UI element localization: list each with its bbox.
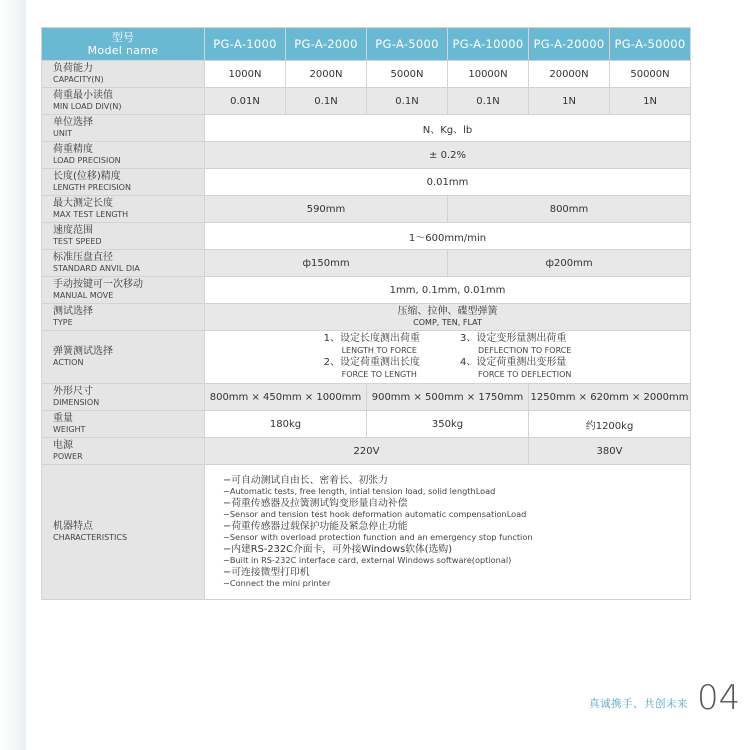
row-label	[42, 465, 205, 600]
row-dimension	[42, 384, 691, 411]
cell: 1250mm × 620mm × 2000mm	[529, 384, 691, 411]
row-capacity	[42, 61, 691, 88]
cell: 50000N	[610, 61, 691, 88]
label-en: LENGTH PRECISION	[53, 183, 131, 192]
feature-en: −Built in RS-232C interface card, external Windows software(optional)	[223, 555, 512, 565]
cell	[205, 465, 691, 600]
row-label	[42, 438, 205, 465]
model-name-header	[42, 28, 205, 61]
cell: 800mm × 450mm × 1000mm	[205, 384, 367, 411]
cell: ± 0.2%	[205, 142, 691, 169]
row-power	[42, 438, 691, 465]
action-col-right	[460, 333, 571, 381]
row-label	[42, 115, 205, 142]
action-item-en: FORCE TO DEFLECTION	[477, 370, 572, 379]
cell: 800mm	[448, 196, 691, 223]
cell: 20000N	[529, 61, 610, 88]
label-en: MAX TEST LENGTH	[53, 210, 129, 219]
model-header: PG-A-50000	[610, 28, 691, 61]
model-header: PG-A-10000	[448, 28, 529, 61]
cell: 590mm	[205, 196, 448, 223]
feature-en: −Automatic tests, free length, intial tension load, solid lengthLoad	[223, 486, 496, 496]
row-weight	[42, 411, 691, 438]
row-max-test-length	[42, 196, 691, 223]
header-label-cn: 型号	[111, 31, 135, 44]
cell: 1mm, 0.1mm, 0.01mm	[205, 277, 691, 304]
cell: 220V	[205, 438, 529, 465]
cell: 0.01mm	[205, 169, 691, 196]
cell	[205, 331, 691, 384]
label-en: POWER	[53, 452, 83, 461]
row-label	[42, 331, 205, 384]
page-side-gradient	[0, 0, 26, 750]
model-header: PG-A-20000	[529, 28, 610, 61]
label-en: DIMENSION	[53, 398, 100, 407]
row-label	[42, 250, 205, 277]
action-item-en: FORCE TO LENGTH	[341, 370, 417, 379]
cell: 1000N	[205, 61, 286, 88]
cell: 350kg	[367, 411, 529, 438]
model-header: PG-A-2000	[286, 28, 367, 61]
row-manual-move	[42, 277, 691, 304]
row-length-precision	[42, 169, 691, 196]
feature-cn: −可连接微型打印机	[223, 566, 310, 578]
cell: 0.1N	[286, 88, 367, 115]
action-list	[205, 333, 690, 381]
row-load-precision	[42, 142, 691, 169]
label-en: LOAD PRECISION	[53, 156, 121, 165]
label-cn: 最大测定长度	[53, 198, 113, 209]
label-cn: 弹簧测试选择	[53, 346, 113, 357]
cell: ф150mm	[205, 250, 448, 277]
label-cn: 重量	[53, 413, 73, 424]
cell: ф200mm	[448, 250, 691, 277]
label-en: CAPACITY(N)	[53, 75, 104, 84]
cell	[205, 304, 691, 331]
cell: 1N	[610, 88, 691, 115]
row-min-load	[42, 88, 691, 115]
row-label	[42, 196, 205, 223]
cell: 1N	[529, 88, 610, 115]
feature-cn: −可自动测试自由长、密着长、初张力	[223, 474, 388, 486]
row-type	[42, 304, 691, 331]
action-item-cn: 4、设定荷重测出变形量	[459, 357, 567, 368]
row-unit	[42, 115, 691, 142]
cell: 900mm × 500mm × 1750mm	[367, 384, 529, 411]
label-cn: 测试选择	[53, 306, 93, 317]
action-item-cn: 2、设定荷重测出长度	[323, 357, 420, 368]
row-label	[42, 223, 205, 250]
label-cn: 机器特点	[53, 521, 93, 532]
feature-cn: −内建RS-232C介面卡，可外接Windows软体(选购)	[223, 543, 453, 555]
feature-en: −Sensor and tension test hook deformation automatic compensationLoad	[223, 509, 527, 519]
label-cn: 外形尺寸	[53, 386, 93, 397]
action-item-en: DEFLECTION TO FORCE	[477, 346, 572, 355]
row-test-speed	[42, 223, 691, 250]
model-header: PG-A-5000	[367, 28, 448, 61]
model-header: PG-A-1000	[205, 28, 286, 61]
label-cn: 长度(位移)精度	[53, 171, 121, 182]
cell: N、Kg、lb	[205, 115, 691, 142]
action-col-left	[324, 333, 420, 381]
label-en: MIN LOAD DIV(N)	[53, 102, 122, 111]
label-en: STANDARD ANVIL DIA	[53, 264, 140, 273]
row-label	[42, 61, 205, 88]
feature-cn: −荷重传感器及拉簧测试钩变形量自动补偿	[223, 497, 408, 509]
cell: 5000N	[367, 61, 448, 88]
label-cn: 速度范围	[53, 225, 93, 236]
row-characteristics	[42, 465, 691, 600]
label-en: WEIGHT	[53, 425, 86, 434]
label-en: CHARACTERISTICS	[53, 533, 128, 542]
type-value-en: COMP, TEN, FLAT	[413, 318, 482, 327]
action-item-cn: 1、设定长度测出荷重	[323, 333, 420, 344]
cell: 2000N	[286, 61, 367, 88]
header-label-en: Model name	[87, 44, 159, 57]
action-item-en: LENGTH TO FORCE	[341, 346, 417, 355]
feature-en: −Sensor with overload protection function and an emergency stop function	[223, 532, 533, 542]
spec-table	[41, 27, 691, 600]
row-label	[42, 88, 205, 115]
label-cn: 单位选择	[53, 117, 93, 128]
feature-cn: −荷重传感器过载保护功能及紧急停止功能	[223, 520, 408, 532]
label-en: TEST SPEED	[53, 237, 102, 246]
label-cn: 手动按键可一次移动	[53, 279, 143, 290]
label-en: ACTION	[53, 358, 84, 367]
cell: 0.1N	[367, 88, 448, 115]
row-label	[42, 277, 205, 304]
label-cn: 电源	[53, 440, 73, 451]
label-en: MANUAL MOVE	[53, 291, 114, 300]
cell: 1～600mm/min	[205, 223, 691, 250]
type-value-cn: 压缩、拉伸、碟型弹簧	[397, 306, 498, 317]
row-label	[42, 169, 205, 196]
label-cn: 负荷能力	[53, 63, 93, 74]
cell: 380V	[529, 438, 691, 465]
footer-slogan: 真诚携手、共创未来	[589, 698, 688, 710]
cell: 180kg	[205, 411, 367, 438]
feature-en: −Connect the mini printer	[223, 578, 331, 588]
label-en: TYPE	[53, 318, 73, 327]
row-label	[42, 384, 205, 411]
row-label	[42, 304, 205, 331]
label-cn: 荷重最小读值	[53, 90, 113, 101]
characteristics-list	[205, 469, 690, 596]
cell: 10000N	[448, 61, 529, 88]
label-cn: 标准压盘直径	[53, 252, 113, 263]
page-number: 04	[697, 678, 741, 718]
cell: 0.01N	[205, 88, 286, 115]
row-label	[42, 411, 205, 438]
row-anvil	[42, 250, 691, 277]
action-item-cn: 3、设定变形量测出荷重	[459, 333, 567, 344]
label-en: UNIT	[53, 129, 73, 138]
header-row	[42, 28, 691, 61]
row-label	[42, 142, 205, 169]
cell: 约1200kg	[529, 411, 691, 438]
row-action	[42, 331, 691, 384]
label-cn: 荷重精度	[53, 144, 93, 155]
cell: 0.1N	[448, 88, 529, 115]
